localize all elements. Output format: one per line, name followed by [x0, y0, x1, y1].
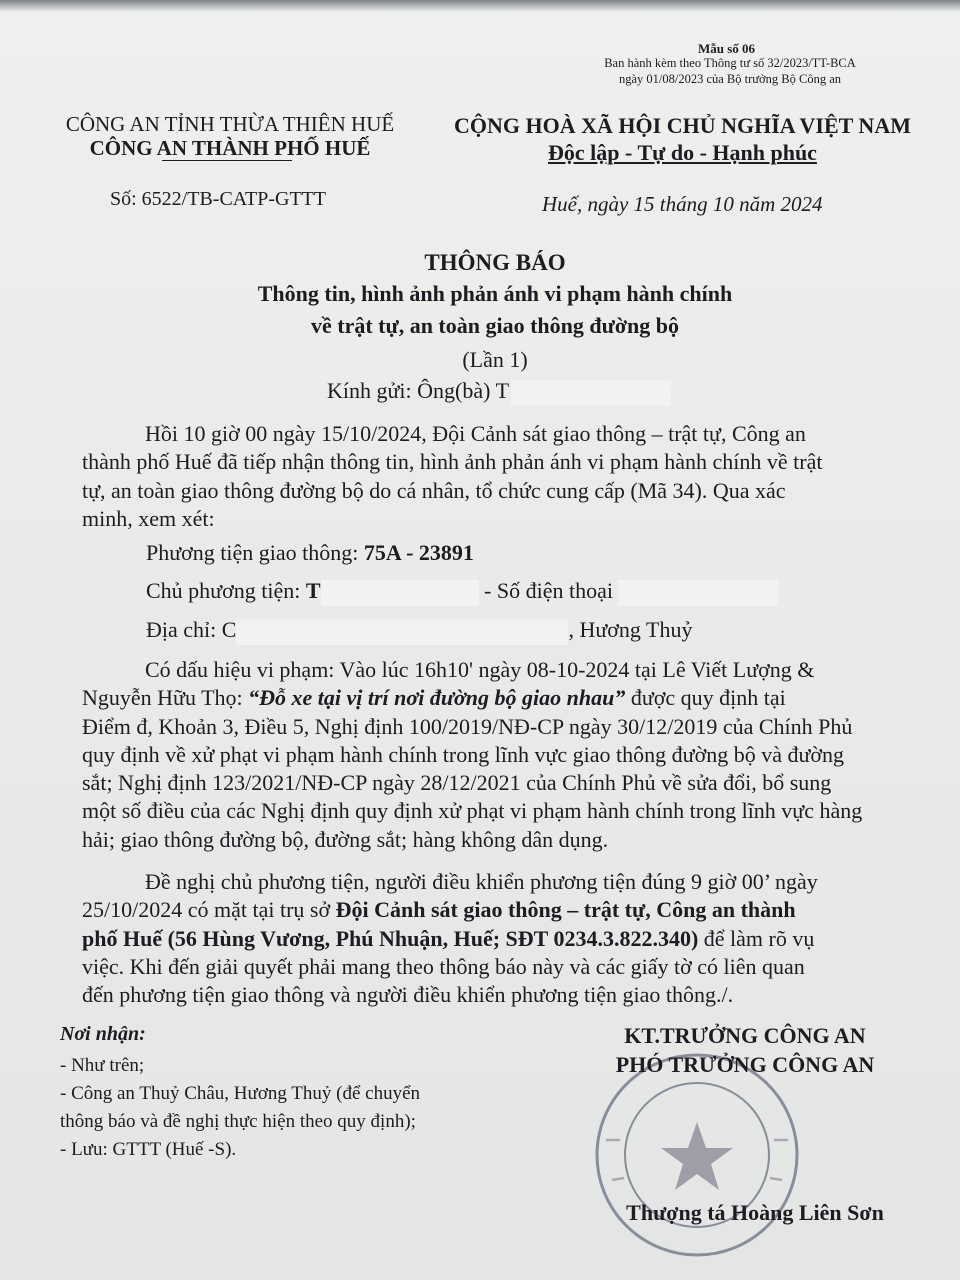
recipient-name-redacted [511, 380, 671, 406]
address-partial: C [221, 617, 237, 642]
notice-subtitle-1: Thông tin, hình ảnh phản ánh vi phạm hành chính [257, 281, 733, 306]
request-purpose: để làm rõ vụ [698, 925, 815, 951]
document-number: Số: 6522/TB-CATP-GTTT [110, 188, 327, 210]
form-issued-note [560, 55, 900, 87]
recipients-heading: Nơi nhận: [60, 1023, 146, 1045]
vehicle-line [146, 540, 474, 566]
notice-round: (Lần 1) [462, 347, 528, 372]
request-line-1: Đề nghị chủ phương tiện, người điều khiển phương tiện đúng 9 giờ 00’ ngày [145, 869, 818, 894]
violation-line-4: quy định về xử phạt vi phạm hành chính trong lĩnh vực giao thông đường bộ và đường [82, 741, 845, 767]
violation-line-5: sắt; Nghị định 123/2021/NĐ-CP ngày 28/12/2021 của Chính Phủ về sửa đổi, bổ sung [82, 770, 832, 796]
violation-paragraph [82, 656, 922, 854]
violation-line-2 [82, 684, 922, 712]
violation-location-tail: Nguyễn Hữu Thọ: [82, 685, 249, 711]
motto-text: Độc lập - Tự do - Hạnh phúc [548, 140, 817, 165]
signer-name: Thượng tá Hoàng Liên Sơn [626, 1200, 884, 1225]
recipient-item-2: - Công an Thuỷ Châu, Hương Thuỷ (để chuyển [60, 1083, 421, 1104]
seal-star-icon [661, 1122, 733, 1190]
request-paragraph [82, 868, 922, 1009]
unit-name-text: CÔNG AN THÀNH PHỐ HUẾ [89, 136, 371, 160]
violation-line-1: Có dấu hiệu vi phạm: Vào lúc 16h10' ngày 08-10-2024 tại Lê Viết Lượng & [145, 657, 815, 682]
owner-name-redacted [321, 580, 479, 606]
recipient-line [327, 378, 671, 406]
page-edge-shadow [0, 0, 960, 12]
recipient-label: Kính gửi: Ông(bà) [327, 378, 491, 403]
intro-line-2: thành phố Huế đã tiếp nhận thông tin, hình ảnh phản ánh vi phạm hành chính về trật [82, 449, 823, 475]
violation-line-6: một số điều của các Nghị định quy định xử phạt vi phạm hành chính trong lĩnh vực hàng [82, 798, 863, 824]
signature-title-1: KT.TRƯỞNG CÔNG AN [624, 1023, 866, 1048]
owner-phone-redacted [618, 580, 778, 606]
violation-line-7: hải; giao thông đường bộ, đường sắt; hàng không dân dụng. [82, 826, 609, 852]
form-number: Mẫu số 06 [698, 41, 756, 56]
intro-line-1: Hồi 10 giờ 00 ngày 15/10/2024, Đội Cảnh sát giao thông – trật tự, Công an [145, 421, 806, 446]
owner-label: Chủ phương tiện: [146, 578, 306, 603]
request-line-5: đến phương tiện giao thông và người điều khiển phương tiện giao thông./. [82, 982, 734, 1008]
address-tail: , Hương Thuỷ [568, 617, 693, 642]
agency-name: CÔNG AN TỈNH THỪA THIÊN HUẾ [65, 112, 395, 136]
address-label: Địa chỉ: [146, 617, 222, 642]
recipients-list [60, 1052, 420, 1164]
motto [440, 140, 925, 166]
unit-underline [162, 160, 292, 161]
notice-title: THÔNG BÁO [424, 250, 566, 275]
request-line-4: việc. Khi đến giải quyết phải mang theo thông báo này và các giấy tờ có liên quan [82, 953, 805, 979]
recipient-item-3: thông báo và đề nghị thực hiện theo quy định); [60, 1111, 416, 1132]
address-line [146, 617, 692, 645]
owner-name-partial: T [305, 578, 321, 603]
country-name: CỘNG HOÀ XÃ HỘI CHỦ NGHĨA VIỆT NAM [454, 113, 911, 138]
request-date-lead: 25/10/2024 có mặt tại trụ sở [82, 897, 336, 923]
intro-line-3: tự, an toàn giao thông đường bộ do cá nhân, tổ chức cung cấp (Mã 34). Qua xác [82, 477, 786, 503]
signature-title-2: PHÓ TRƯỞNG CÔNG AN [615, 1052, 875, 1077]
vehicle-plate: 75A - 23891 [363, 540, 474, 565]
intro-line-4: minh, xem xét: [82, 505, 215, 531]
recipient-name-partial: T [495, 378, 510, 403]
owner-phone-label: - Số điện thoại [484, 578, 613, 603]
violation-line-3: Điểm đ, Khoản 3, Điều 5, Nghị định 100/2019/NĐ-CP ngày 30/12/2019 của Chính Phủ [82, 713, 853, 739]
notice-subtitle-2: về trật tự, an toàn giao thông đường bộ [310, 313, 679, 338]
address-redacted [236, 619, 568, 645]
request-office: Đội Cảnh sát giao thông – trật tự, Công an thành [335, 897, 796, 923]
unit-name [30, 136, 430, 161]
violation-reg-lead: được quy định tại [625, 685, 786, 711]
form-issued-line1: Ban hành kèm theo Thông tư số 32/2023/TT-BCA [604, 56, 856, 70]
form-issued-line2: ngày 01/08/2023 của Bộ trưởng Bộ Công an [618, 72, 842, 86]
recipient-item-1: - Như trên; [60, 1055, 145, 1076]
vehicle-label: Phương tiện giao thông: [146, 540, 364, 565]
request-office-address: phố Huế (56 Hùng Vương, Phú Nhuận, Huế; SĐT 0234.3.822.340) [82, 925, 699, 951]
violation-description: “Đỗ xe tại vị trí nơi đường bộ giao nhau” [248, 685, 626, 711]
request-line-3 [82, 925, 922, 953]
request-line-2 [82, 896, 922, 924]
intro-paragraph [82, 420, 922, 533]
issue-date: Huế, ngày 15 tháng 10 năm 2024 [542, 192, 823, 216]
recipient-item-4: - Lưu: GTTT (Huế -S). [60, 1139, 237, 1160]
owner-line [146, 578, 778, 606]
